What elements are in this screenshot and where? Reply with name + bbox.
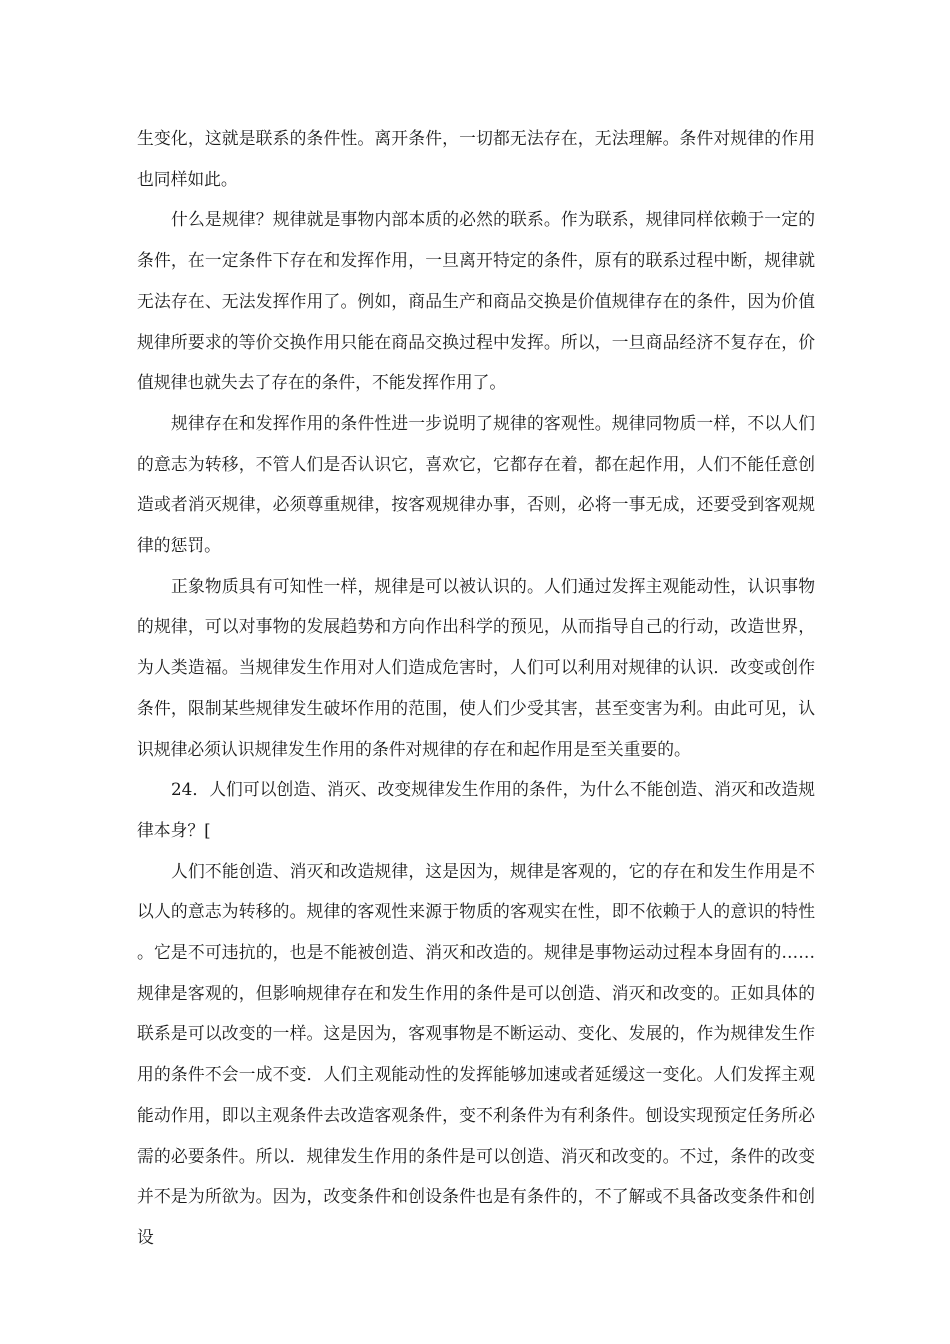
paragraph-what-is-law: 什么是规律？规律就是事物内部本质的必然的联系。作为联系，规律同样依赖于一定的条件，在一定条件下存在和发挥作用，一旦离开特定的条件，原有的联系过程中断，规律就无法存在、无法发挥作用了。例如，商品生产和商品交换是价值规律存在的条件，因为价值规律所要求的等价交换作用只能在商品交换过程中发挥。所以，一旦商品经济不复存在，价值规律也就失去了存在的条件，不能发挥作用了。 (137, 209, 815, 393)
question-24: 24．人们可以创造、消灭、改变规律发生作用的条件，为什么不能创造、消灭和改造规律本身？[ (137, 779, 815, 840)
paragraph-continuation: 生变化，这就是联系的条件性。离开条件，一切都无法存在，无法理解。条件对规律的作用也同样如此。 (137, 128, 815, 189)
document-page (137, 118, 815, 1258)
paragraph-law-objectivity: 规律存在和发挥作用的条件性进一步说明了规律的客观性。规律同物质一样，不以人们的意志为转移，不管人们是否认识它，喜欢它，它都存在着，都在起作用，人们不能任意创造或者消灭规律，必须尊重规律，按客观规律办事，否则，必将一事无成，还要受到客观规律的惩罚。 (137, 412, 815, 556)
paragraph-law-knowability: 正象物质具有可知性一样，规律是可以被认识的。人们通过发挥主观能动性，认识事物的规律，可以对事物的发展趋势和方向作出科学的预见，从而指导自己的行动，改造世界，为人类造福。当规律发生作用对人们造成危害时，人们可以利用对规律的认识．改变或创作条件，限制某些规律发生破坏作用的范围，使人们少受其害，甚至变害为利。由此可见，认识规律必须认识规律发生作用的条件对规律的存在和起作用是至关重要的。 (137, 575, 815, 759)
answer-24: 人们不能创造、消灭和改造规律，这是因为，规律是客观的，它的存在和发生作用是不以人的意志为转移的。规律的客观性来源于物质的客观实在性，即不依赖于人的意识的特性。它是不可违抗的，也是不能被创造、消灭和改造的。规律是事物运动过程本身固有的……规律是客观的，但影响规律存在和发生作用的条件是可以创造、消灭和改变的。正如具体的联系是可以改变的一样。这是因为，客观事物是不断运动、变化、发展的，作为规律发生作用的条件不会一成不变．人们主观能动性的发挥能够加速或者延缓这一变化。人们发挥主观能动作用，即以主观条件去改造客观条件，变不利条件为有利条件。刨设实现预定任务所必需的必要条件。所以．规律发生作用的条件是可以创造、消灭和改变的。不过，条件的改变并不是为所欲为。因为，改变条件和创设条件也是有条件的，不了解或不具备改变条件和创设 (137, 860, 815, 1247)
